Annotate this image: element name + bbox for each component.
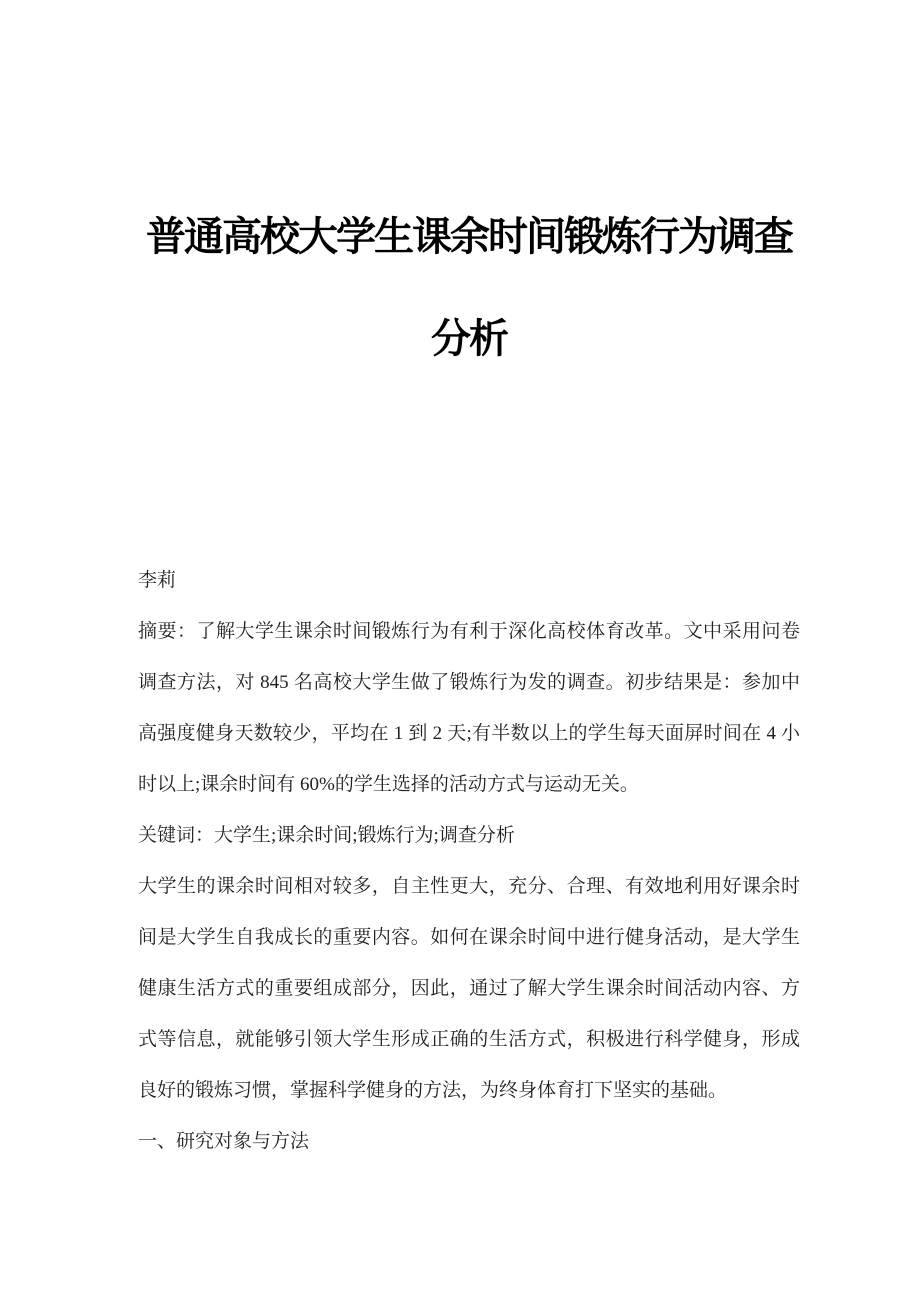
author-name: 李莉 bbox=[138, 570, 177, 591]
keywords-line: 关键词：大学生;课余时间;锻炼行为;调查分析 bbox=[138, 825, 515, 846]
document-title: 普通高校大学生课余时间锻炼行为调查分析 bbox=[146, 214, 792, 361]
abstract-paragraph: 摘要：了解大学生课余时间锻炼行为有利于深化高校体育改革。文中采用问卷调查方法，对 845 名高校大学生做了锻炼行为发的调查。初步结果是：参加中高强度健身天数较少，平均在 1 到 2 天;有半数以上的学生每天面屏时间在 4 小时以上;课余时间有 60%的学生选择的活动方式与运动无关。 bbox=[138, 621, 800, 795]
intro-paragraph: 大学生的课余时间相对较多，自主性更大，充分、合理、有效地利用好课余时间是大学生自我成长的重要内容。如何在课余时间中进行健身活动，是大学生健康生活方式的重要组成部分，因此，通过了解大学生课余时间活动内容、方式等信息，就能够引领大学生形成正确的生活方式，积极进行科学健身，形成良好的锻炼习惯，掌握科学健身的方法，为终身体育打下坚实的基础。 bbox=[138, 876, 800, 1101]
section-heading-research-subjects-and-methods: 一、研究对象与方法 bbox=[138, 1131, 310, 1152]
